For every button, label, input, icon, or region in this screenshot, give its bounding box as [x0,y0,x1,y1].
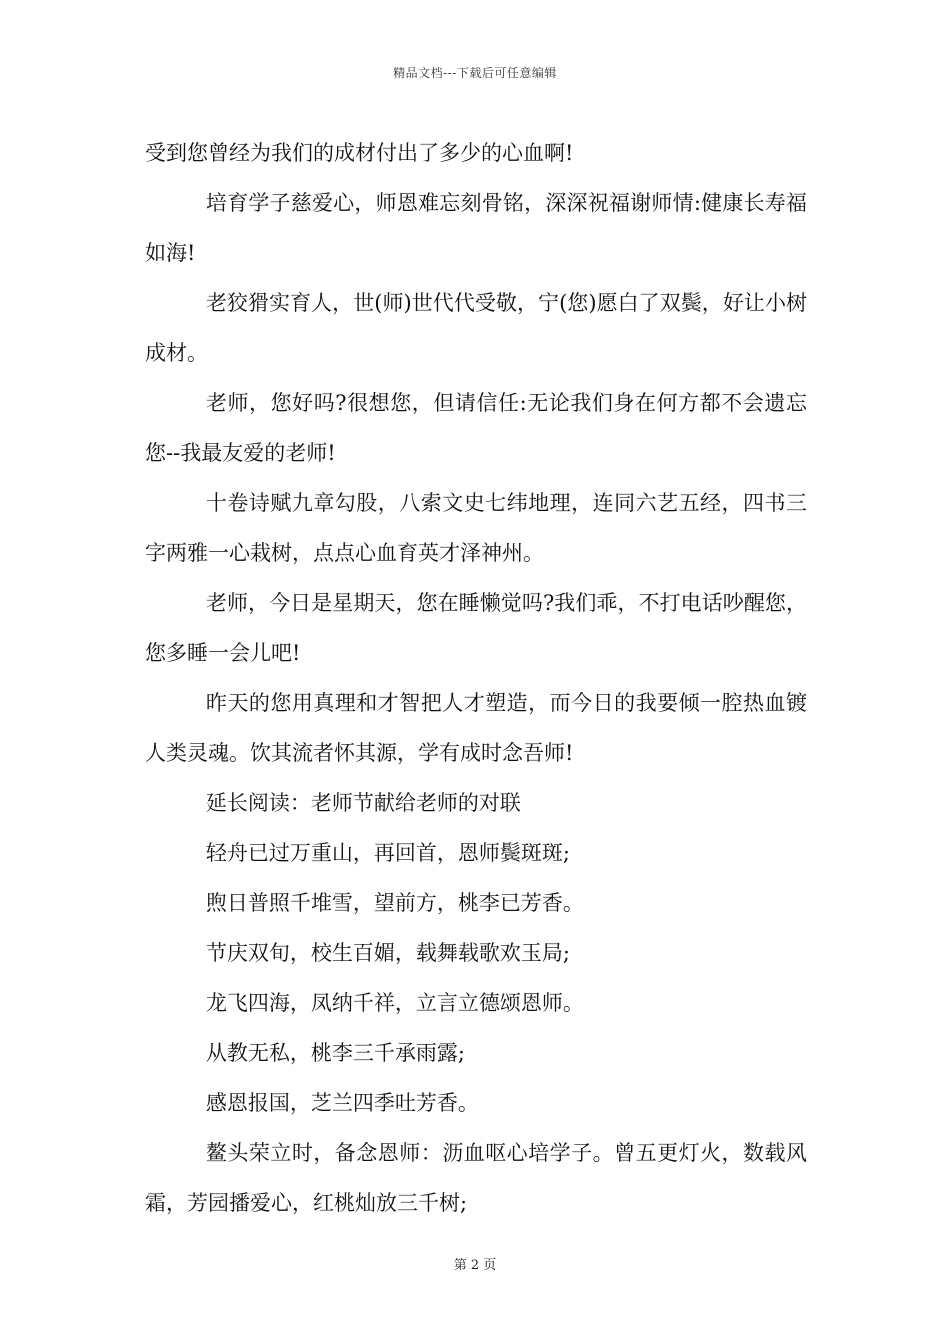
page-number: 第 2 页 [453,1258,497,1273]
couplet-line-6: 感恩报国，芝兰四季吐芳香。 [205,1091,479,1115]
paragraph-6: 老师，今日是星期天，您在睡懒觉吗?我们乖，不打电话吵醒您，您多睡一会儿吧! [145,591,807,665]
couplet-line-2: 煦日普照千堆雪，望前方，桃李已芳香。 [205,891,584,915]
page-header: 精品文档---下载后可任意编辑 [393,66,557,80]
couplet-line-3: 节庆双旬，校生百媚，载舞载歌欢玉局; [205,941,570,965]
paragraph-7: 昨天的您用真理和才智把人才塑造，而今日的我要倾一腔热血镀人类灵魂。饮其流者怀其源，学有成时念吾师! [145,691,807,765]
paragraph-4: 老师，您好吗?很想您，但请信任:无论我们身在何方都不会遗忘您--我最友爱的老师! [145,391,807,465]
section-heading: 延长阅读：老师节献给老师的对联 [205,791,521,815]
paragraph-1: 受到您曾经为我们的成材付出了多少的心血啊! [145,141,574,165]
couplet-line-1: 轻舟已过万重山，再回首，恩师鬓斑斑; [205,841,570,865]
document-body [145,128,807,1228]
paragraph-3: 老狡猾实育人，世(师)世代代受敬，宁(您)愿白了双鬓，好让小树成材。 [145,291,807,365]
paragraph-5: 十卷诗赋九章勾股，八索文史七纬地理，连同六艺五经，四书三字两雅一心栽树，点点心血育英才泽神州。 [145,491,807,565]
couplet-line-4: 龙飞四海，凤纳千祥，立言立德颂恩师。 [205,991,584,1015]
paragraph-2: 培育学子慈爱心，师恩难忘刻骨铭，深深祝福谢师情:健康长寿福如海! [145,191,807,265]
couplet-line-5: 从教无私，桃李三千承雨露; [205,1041,465,1065]
couplet-line-7: 鳌头荣立时，备念恩师：沥血呕心培学子。曾五更灯火，数载风霜，芳园播爱心，红桃灿放三千树; [145,1141,807,1215]
